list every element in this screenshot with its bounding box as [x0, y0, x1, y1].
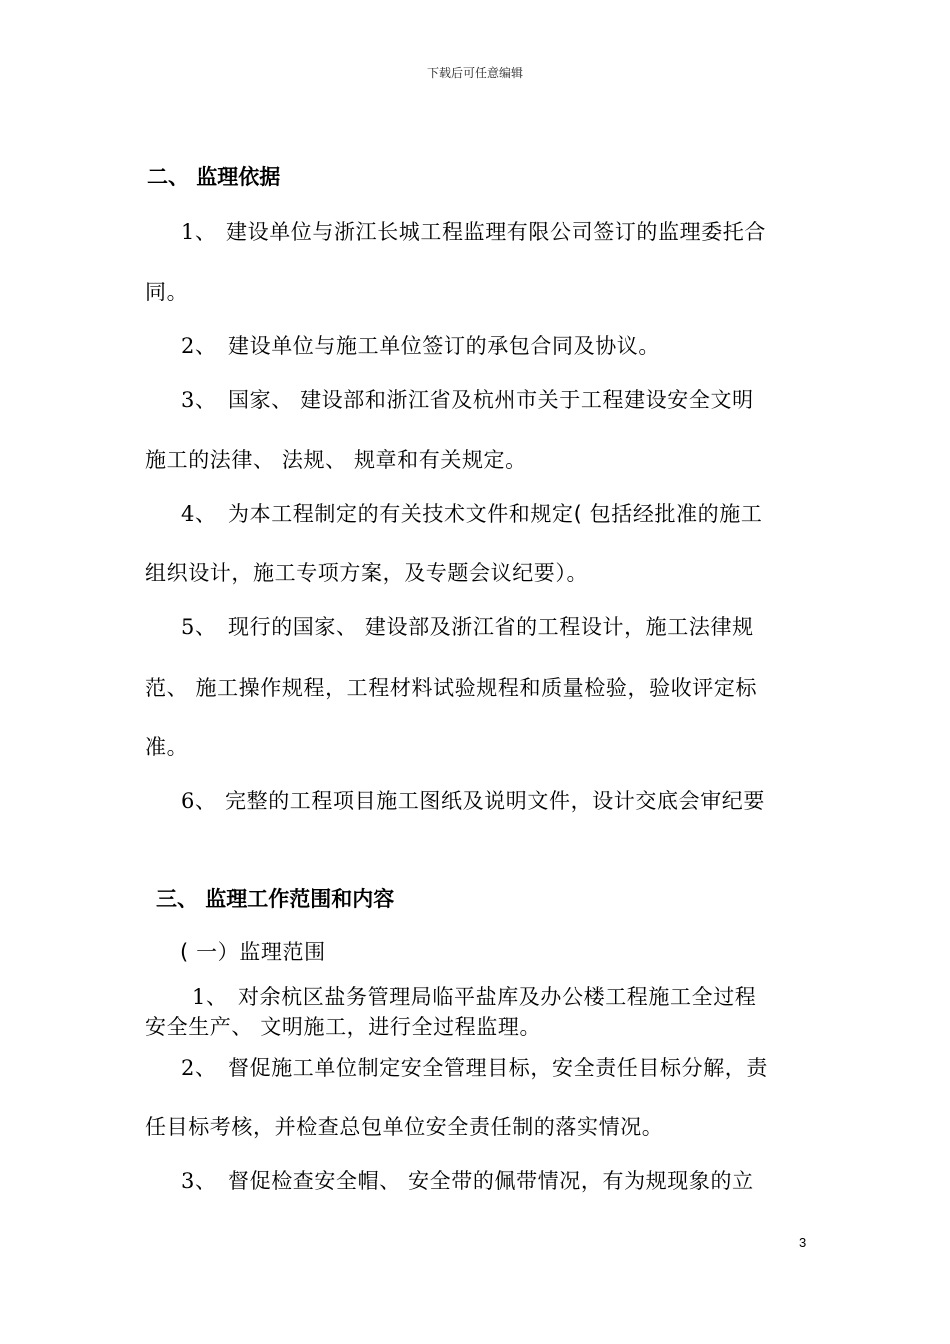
item-text: 现行的国家、 建设部及浙江省的工程设计，施工法律规: [228, 615, 754, 639]
page-header: 下载后可任意编辑: [426, 66, 523, 80]
item-number: 5、: [181, 615, 217, 639]
item-text: 建设单位与施工单位签订的承包合同及协议。: [228, 334, 660, 358]
section3-item-2-line-1: [181, 1052, 768, 1082]
item-text: 督促施工单位制定安全管理目标，安全责任目标分解，责: [228, 1056, 768, 1080]
section2-item-6-line-1: [181, 785, 765, 815]
section-heading-2: 二、 监理依据: [147, 165, 281, 189]
section3-item-1-line-1: [192, 981, 756, 1011]
item-number: 1、: [181, 220, 217, 244]
section2-item-4-line-1: [181, 498, 762, 528]
item-text: 国家、 建设部和浙江省及杭州市关于工程建设安全文明: [228, 388, 754, 412]
item-text: 为本工程制定的有关技术文件和规定( 包括经批准的施工: [228, 502, 763, 526]
item-text: 督促检查安全帽、 安全带的佩带情况，有为规现象的立: [228, 1169, 754, 1193]
item-text: 对余杭区盐务管理局临平盐库及办公楼工程施工全过程: [238, 985, 757, 1009]
item-number: 3、: [181, 1169, 217, 1193]
item-number: 4、: [181, 502, 217, 526]
section2-item-5-line-1: [181, 611, 754, 641]
section2-item-1-line-2: 同。: [145, 280, 189, 304]
section2-item-4-line-2: 组织设计，施工专项方案，及专题会议纪要）。: [145, 561, 589, 585]
item-number: 3、: [181, 388, 217, 412]
section2-item-5-line-2: 范、 施工操作规程，工程材料试验规程和质量检验，验收评定标: [145, 676, 758, 700]
item-number: 1、: [192, 985, 228, 1009]
section2-item-1-line-1: [181, 216, 766, 246]
section3-item-1-line-2: 安全生产、 文明施工，进行全过程监理。: [145, 1015, 542, 1039]
section3-item-2-line-2: 任目标考核，并检查总包单位安全责任制的落实情况。: [145, 1115, 664, 1139]
item-number: 2、: [181, 334, 217, 358]
item-text: 建设单位与浙江长城工程监理有限公司签订的监理委托合: [226, 220, 766, 244]
section-heading-3: 三、 监理工作范围和内容: [156, 887, 395, 911]
section2-item-2-line-1: [181, 330, 660, 360]
item-number: 6、: [181, 789, 217, 813]
item-number: 2、: [181, 1056, 217, 1080]
page-number: 3: [799, 1235, 807, 1250]
section2-item-3-line-2: 施工的法律、 法规、 规章和有关规定。: [145, 448, 527, 472]
item-text: 完整的工程项目施工图纸及说明文件，设计交底会审纪要: [225, 789, 765, 813]
section3-item-3-line-1: [181, 1165, 754, 1195]
section2-item-5-line-3: 准。: [145, 735, 189, 759]
section2-item-3-line-1: [181, 384, 754, 414]
section3-subheading: ( 一）监理范围: [180, 940, 326, 964]
